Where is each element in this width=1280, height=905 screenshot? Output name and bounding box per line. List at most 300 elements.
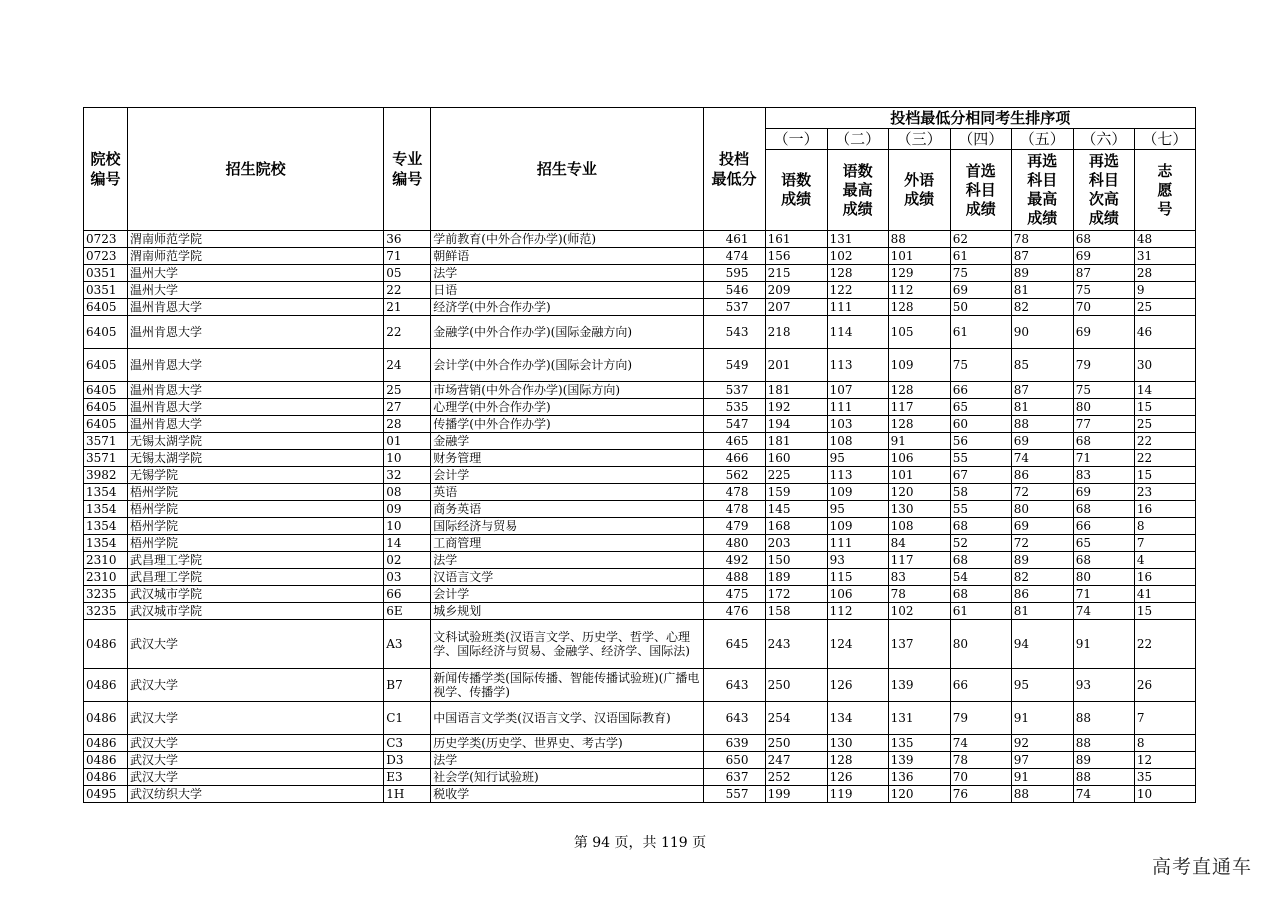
min-score-cell: 547: [703, 416, 765, 433]
min-score-cell: 537: [703, 299, 765, 316]
table-row: [84, 786, 1196, 803]
school-name-cell: 武汉大学: [128, 752, 384, 769]
school-code-cell: 0486: [84, 769, 128, 786]
major-code-cell: 21: [384, 299, 431, 316]
header-school-code: 院校 编号: [84, 108, 128, 231]
major-name-cell: 学前教育(中外合作办学)(师范): [431, 231, 703, 248]
major-name-cell: 城乡规划: [431, 603, 703, 620]
score-yushu-cell: 218: [765, 316, 827, 349]
school-name-cell: 渭南师范学院: [128, 231, 384, 248]
table-row: [84, 433, 1196, 450]
score-second-next-cell: 69: [1073, 316, 1134, 349]
score-first-subject-cell: 68: [950, 586, 1011, 603]
score-foreign-cell: 84: [888, 535, 950, 552]
min-score-cell: 465: [703, 433, 765, 450]
score-foreign-cell: 106: [888, 450, 950, 467]
school-name-cell: 武汉大学: [128, 620, 384, 669]
score-second-next-cell: 68: [1073, 433, 1134, 450]
score-yushu-cell: 252: [765, 769, 827, 786]
volunteer-number-cell: 48: [1134, 231, 1195, 248]
school-name-cell: 渭南师范学院: [128, 248, 384, 265]
major-code-cell: 24: [384, 349, 431, 382]
score-yushu-max-cell: 95: [827, 450, 888, 467]
score-second-max-cell: 97: [1011, 752, 1073, 769]
school-name-cell: 武汉大学: [128, 669, 384, 702]
score-yushu-cell: 243: [765, 620, 827, 669]
min-score-cell: 479: [703, 518, 765, 535]
major-code-cell: 22: [384, 316, 431, 349]
score-second-max-cell: 92: [1011, 735, 1073, 752]
score-first-subject-cell: 65: [950, 399, 1011, 416]
min-score-cell: 492: [703, 552, 765, 569]
table-row: [84, 569, 1196, 586]
score-yushu-cell: 161: [765, 231, 827, 248]
score-second-max-cell: 78: [1011, 231, 1073, 248]
score-second-max-cell: 87: [1011, 382, 1073, 399]
major-code-cell: 22: [384, 282, 431, 299]
min-score-cell: 466: [703, 450, 765, 467]
score-yushu-cell: 172: [765, 586, 827, 603]
major-name-cell: 传播学(中外合作办学): [431, 416, 703, 433]
volunteer-number-cell: 8: [1134, 518, 1195, 535]
table-row: [84, 552, 1196, 569]
major-code-cell: C1: [384, 702, 431, 735]
school-code-cell: 1354: [84, 518, 128, 535]
school-code-cell: 6405: [84, 382, 128, 399]
major-code-cell: 08: [384, 484, 431, 501]
major-code-cell: E3: [384, 769, 431, 786]
score-second-max-cell: 69: [1011, 433, 1073, 450]
major-code-cell: 1H: [384, 786, 431, 803]
score-first-subject-cell: 74: [950, 735, 1011, 752]
school-code-cell: 6405: [84, 399, 128, 416]
score-yushu-max-cell: 126: [827, 669, 888, 702]
score-first-subject-cell: 66: [950, 382, 1011, 399]
score-yushu-cell: 168: [765, 518, 827, 535]
score-second-max-cell: 91: [1011, 702, 1073, 735]
school-name-cell: 梧州学院: [128, 484, 384, 501]
score-yushu-max-cell: 93: [827, 552, 888, 569]
volunteer-number-cell: 28: [1134, 265, 1195, 282]
school-name-cell: 无锡学院: [128, 467, 384, 484]
rank-label: 志 愿 号: [1134, 150, 1195, 231]
score-second-max-cell: 80: [1011, 501, 1073, 518]
volunteer-number-cell: 10: [1134, 786, 1195, 803]
score-yushu-max-cell: 111: [827, 399, 888, 416]
score-second-next-cell: 80: [1073, 399, 1134, 416]
score-yushu-max-cell: 108: [827, 433, 888, 450]
major-code-cell: 36: [384, 231, 431, 248]
school-name-cell: 武昌理工学院: [128, 552, 384, 569]
score-first-subject-cell: 67: [950, 467, 1011, 484]
score-first-subject-cell: 55: [950, 450, 1011, 467]
rank-number: （六）: [1073, 129, 1134, 150]
score-yushu-cell: 145: [765, 501, 827, 518]
score-yushu-max-cell: 119: [827, 786, 888, 803]
min-score-cell: 543: [703, 316, 765, 349]
score-first-subject-cell: 60: [950, 416, 1011, 433]
score-second-next-cell: 93: [1073, 669, 1134, 702]
major-name-cell: 文科试验班类(汉语言文学、历史学、哲学、心理学、国际经济与贸易、金融学、经济学、国际法): [431, 620, 703, 669]
score-foreign-cell: 117: [888, 552, 950, 569]
score-yushu-max-cell: 111: [827, 535, 888, 552]
score-yushu-cell: 156: [765, 248, 827, 265]
school-name-cell: 温州肯恩大学: [128, 399, 384, 416]
score-first-subject-cell: 80: [950, 620, 1011, 669]
score-second-max-cell: 74: [1011, 450, 1073, 467]
major-name-cell: 商务英语: [431, 501, 703, 518]
table-row: [84, 316, 1196, 349]
score-second-next-cell: 71: [1073, 586, 1134, 603]
table-row: [84, 518, 1196, 535]
header-major-code: 专业 编号: [384, 108, 431, 231]
score-second-max-cell: 81: [1011, 603, 1073, 620]
score-second-next-cell: 69: [1073, 248, 1134, 265]
volunteer-number-cell: 7: [1134, 535, 1195, 552]
rank-number: （三）: [888, 129, 950, 150]
major-code-cell: 03: [384, 569, 431, 586]
school-code-cell: 0486: [84, 735, 128, 752]
score-yushu-max-cell: 103: [827, 416, 888, 433]
school-name-cell: 武汉纺织大学: [128, 786, 384, 803]
min-score-cell: 474: [703, 248, 765, 265]
rank-number: （二）: [827, 129, 888, 150]
school-name-cell: 温州肯恩大学: [128, 416, 384, 433]
school-name-cell: 梧州学院: [128, 518, 384, 535]
score-second-next-cell: 88: [1073, 702, 1134, 735]
volunteer-number-cell: 25: [1134, 299, 1195, 316]
table-row: [84, 349, 1196, 382]
major-code-cell: 28: [384, 416, 431, 433]
table-row: [84, 735, 1196, 752]
major-name-cell: 汉语言文学: [431, 569, 703, 586]
rank-label: 再选 科目 最高 成绩: [1011, 150, 1073, 231]
score-second-max-cell: 90: [1011, 316, 1073, 349]
school-name-cell: 温州肯恩大学: [128, 316, 384, 349]
volunteer-number-cell: 22: [1134, 620, 1195, 669]
score-second-next-cell: 66: [1073, 518, 1134, 535]
score-second-max-cell: 95: [1011, 669, 1073, 702]
major-code-cell: C3: [384, 735, 431, 752]
school-code-cell: 3571: [84, 450, 128, 467]
table-row: [84, 702, 1196, 735]
major-name-cell: 会计学: [431, 467, 703, 484]
score-yushu-cell: 247: [765, 752, 827, 769]
score-yushu-max-cell: 95: [827, 501, 888, 518]
major-name-cell: 朝鲜语: [431, 248, 703, 265]
volunteer-number-cell: 15: [1134, 603, 1195, 620]
school-code-cell: 6405: [84, 316, 128, 349]
min-score-cell: 549: [703, 349, 765, 382]
score-second-max-cell: 87: [1011, 248, 1073, 265]
score-second-max-cell: 88: [1011, 416, 1073, 433]
school-code-cell: 3235: [84, 603, 128, 620]
table-row: [84, 282, 1196, 299]
volunteer-number-cell: 9: [1134, 282, 1195, 299]
major-code-cell: 71: [384, 248, 431, 265]
major-name-cell: 经济学(中外合作办学): [431, 299, 703, 316]
rank-label: 语数 成绩: [765, 150, 827, 231]
score-first-subject-cell: 55: [950, 501, 1011, 518]
score-yushu-max-cell: 113: [827, 467, 888, 484]
major-code-cell: 66: [384, 586, 431, 603]
min-score-cell: 637: [703, 769, 765, 786]
volunteer-number-cell: 12: [1134, 752, 1195, 769]
score-second-next-cell: 77: [1073, 416, 1134, 433]
score-yushu-cell: 201: [765, 349, 827, 382]
score-yushu-cell: 199: [765, 786, 827, 803]
school-name-cell: 梧州学院: [128, 535, 384, 552]
major-name-cell: 国际经济与贸易: [431, 518, 703, 535]
score-second-next-cell: 68: [1073, 501, 1134, 518]
major-name-cell: 财务管理: [431, 450, 703, 467]
min-score-cell: 488: [703, 569, 765, 586]
score-yushu-max-cell: 122: [827, 282, 888, 299]
school-name-cell: 武汉大学: [128, 702, 384, 735]
score-second-next-cell: 79: [1073, 349, 1134, 382]
score-yushu-cell: 215: [765, 265, 827, 282]
score-first-subject-cell: 62: [950, 231, 1011, 248]
score-foreign-cell: 78: [888, 586, 950, 603]
volunteer-number-cell: 16: [1134, 501, 1195, 518]
major-code-cell: 32: [384, 467, 431, 484]
score-yushu-cell: 209: [765, 282, 827, 299]
score-yushu-max-cell: 128: [827, 265, 888, 282]
volunteer-number-cell: 25: [1134, 416, 1195, 433]
score-first-subject-cell: 75: [950, 265, 1011, 282]
volunteer-number-cell: 22: [1134, 450, 1195, 467]
score-foreign-cell: 117: [888, 399, 950, 416]
score-first-subject-cell: 76: [950, 786, 1011, 803]
score-foreign-cell: 128: [888, 416, 950, 433]
school-code-cell: 0723: [84, 248, 128, 265]
score-yushu-cell: 150: [765, 552, 827, 569]
school-name-cell: 温州肯恩大学: [128, 299, 384, 316]
school-name-cell: 无锡太湖学院: [128, 433, 384, 450]
major-code-cell: 09: [384, 501, 431, 518]
score-first-subject-cell: 69: [950, 282, 1011, 299]
score-second-next-cell: 88: [1073, 735, 1134, 752]
score-first-subject-cell: 61: [950, 603, 1011, 620]
score-yushu-max-cell: 115: [827, 569, 888, 586]
table-row: [84, 382, 1196, 399]
school-code-cell: 3982: [84, 467, 128, 484]
school-name-cell: 武昌理工学院: [128, 569, 384, 586]
score-yushu-max-cell: 112: [827, 603, 888, 620]
score-foreign-cell: 129: [888, 265, 950, 282]
score-first-subject-cell: 54: [950, 569, 1011, 586]
score-second-next-cell: 80: [1073, 569, 1134, 586]
score-foreign-cell: 88: [888, 231, 950, 248]
table-row: [84, 769, 1196, 786]
score-foreign-cell: 136: [888, 769, 950, 786]
major-name-cell: 会计学(中外合作办学)(国际会计方向): [431, 349, 703, 382]
table-row: [84, 467, 1196, 484]
admission-score-table: [83, 107, 1196, 803]
major-name-cell: 法学: [431, 752, 703, 769]
major-name-cell: 中国语言文学类(汉语言文学、汉语国际教育): [431, 702, 703, 735]
score-yushu-max-cell: 128: [827, 752, 888, 769]
school-code-cell: 1354: [84, 501, 128, 518]
score-yushu-max-cell: 109: [827, 518, 888, 535]
major-code-cell: 05: [384, 265, 431, 282]
score-foreign-cell: 101: [888, 467, 950, 484]
school-code-cell: 3235: [84, 586, 128, 603]
min-score-cell: 478: [703, 484, 765, 501]
score-foreign-cell: 105: [888, 316, 950, 349]
rank-label: 语数 最高 成绩: [827, 150, 888, 231]
major-code-cell: B7: [384, 669, 431, 702]
score-yushu-cell: 189: [765, 569, 827, 586]
rank-number: （一）: [765, 129, 827, 150]
score-yushu-max-cell: 102: [827, 248, 888, 265]
school-code-cell: 2310: [84, 569, 128, 586]
school-code-cell: 0723: [84, 231, 128, 248]
score-yushu-cell: 203: [765, 535, 827, 552]
score-yushu-cell: 181: [765, 433, 827, 450]
volunteer-number-cell: 14: [1134, 382, 1195, 399]
volunteer-number-cell: 4: [1134, 552, 1195, 569]
score-second-next-cell: 68: [1073, 231, 1134, 248]
table-row: [84, 231, 1196, 248]
score-first-subject-cell: 68: [950, 552, 1011, 569]
score-second-next-cell: 74: [1073, 603, 1134, 620]
school-name-cell: 温州大学: [128, 282, 384, 299]
major-name-cell: 工商管理: [431, 535, 703, 552]
volunteer-number-cell: 15: [1134, 399, 1195, 416]
score-first-subject-cell: 58: [950, 484, 1011, 501]
volunteer-number-cell: 22: [1134, 433, 1195, 450]
table-row: [84, 399, 1196, 416]
major-code-cell: 01: [384, 433, 431, 450]
min-score-cell: 537: [703, 382, 765, 399]
score-foreign-cell: 128: [888, 299, 950, 316]
score-yushu-max-cell: 126: [827, 769, 888, 786]
score-yushu-max-cell: 134: [827, 702, 888, 735]
min-score-cell: 650: [703, 752, 765, 769]
volunteer-number-cell: 7: [1134, 702, 1195, 735]
volunteer-number-cell: 15: [1134, 467, 1195, 484]
volunteer-number-cell: 23: [1134, 484, 1195, 501]
volunteer-number-cell: 35: [1134, 769, 1195, 786]
score-foreign-cell: 131: [888, 702, 950, 735]
school-code-cell: 0486: [84, 669, 128, 702]
major-name-cell: 法学: [431, 265, 703, 282]
min-score-cell: 478: [703, 501, 765, 518]
school-code-cell: 1354: [84, 535, 128, 552]
table-row: [84, 669, 1196, 702]
score-foreign-cell: 91: [888, 433, 950, 450]
score-second-max-cell: 69: [1011, 518, 1073, 535]
major-name-cell: 市场营销(中外合作办学)(国际方向): [431, 382, 703, 399]
score-second-max-cell: 72: [1011, 484, 1073, 501]
score-foreign-cell: 109: [888, 349, 950, 382]
score-first-subject-cell: 56: [950, 433, 1011, 450]
major-name-cell: 法学: [431, 552, 703, 569]
score-first-subject-cell: 68: [950, 518, 1011, 535]
major-name-cell: 日语: [431, 282, 703, 299]
min-score-cell: 645: [703, 620, 765, 669]
score-yushu-max-cell: 124: [827, 620, 888, 669]
major-name-cell: 心理学(中外合作办学): [431, 399, 703, 416]
rank-label: 再选 科目 次高 成绩: [1073, 150, 1134, 231]
major-code-cell: D3: [384, 752, 431, 769]
school-name-cell: 武汉大学: [128, 735, 384, 752]
watermark: 高考直通车: [1151, 856, 1252, 878]
header-min-score: 投档 最低分: [703, 108, 765, 231]
score-foreign-cell: 101: [888, 248, 950, 265]
volunteer-number-cell: 46: [1134, 316, 1195, 349]
table-row: [84, 450, 1196, 467]
school-name-cell: 无锡太湖学院: [128, 450, 384, 467]
major-code-cell: A3: [384, 620, 431, 669]
table-row: [84, 501, 1196, 518]
score-yushu-cell: 207: [765, 299, 827, 316]
header-major-name: 招生专业: [431, 108, 703, 231]
score-foreign-cell: 128: [888, 382, 950, 399]
score-second-next-cell: 88: [1073, 769, 1134, 786]
table-header: [84, 108, 1196, 231]
score-second-next-cell: 69: [1073, 484, 1134, 501]
score-first-subject-cell: 78: [950, 752, 1011, 769]
school-name-cell: 武汉城市学院: [128, 603, 384, 620]
school-code-cell: 6405: [84, 299, 128, 316]
min-score-cell: 461: [703, 231, 765, 248]
score-yushu-max-cell: 106: [827, 586, 888, 603]
major-code-cell: 27: [384, 399, 431, 416]
rank-label: 外语 成绩: [888, 150, 950, 231]
score-second-next-cell: 70: [1073, 299, 1134, 316]
school-name-cell: 温州肯恩大学: [128, 349, 384, 382]
school-code-cell: 0486: [84, 752, 128, 769]
score-foreign-cell: 139: [888, 669, 950, 702]
major-code-cell: 10: [384, 450, 431, 467]
school-code-cell: 0495: [84, 786, 128, 803]
score-first-subject-cell: 75: [950, 349, 1011, 382]
table-row: [84, 484, 1196, 501]
rank-number: （四）: [950, 129, 1011, 150]
min-score-cell: 535: [703, 399, 765, 416]
score-foreign-cell: 120: [888, 484, 950, 501]
table-row: [84, 416, 1196, 433]
score-yushu-cell: 194: [765, 416, 827, 433]
min-score-cell: 639: [703, 735, 765, 752]
score-yushu-max-cell: 114: [827, 316, 888, 349]
score-yushu-cell: 254: [765, 702, 827, 735]
school-code-cell: 6405: [84, 349, 128, 382]
score-yushu-cell: 250: [765, 669, 827, 702]
score-second-max-cell: 85: [1011, 349, 1073, 382]
min-score-cell: 643: [703, 702, 765, 735]
score-yushu-max-cell: 109: [827, 484, 888, 501]
score-second-max-cell: 91: [1011, 769, 1073, 786]
volunteer-number-cell: 31: [1134, 248, 1195, 265]
table-row: [84, 752, 1196, 769]
score-second-next-cell: 91: [1073, 620, 1134, 669]
major-name-cell: 社会学(知行试验班): [431, 769, 703, 786]
major-name-cell: 金融学: [431, 433, 703, 450]
score-second-max-cell: 82: [1011, 569, 1073, 586]
major-code-cell: 25: [384, 382, 431, 399]
school-name-cell: 梧州学院: [128, 501, 384, 518]
score-foreign-cell: 139: [888, 752, 950, 769]
score-yushu-max-cell: 107: [827, 382, 888, 399]
school-name-cell: 武汉城市学院: [128, 586, 384, 603]
score-first-subject-cell: 79: [950, 702, 1011, 735]
score-yushu-max-cell: 131: [827, 231, 888, 248]
min-score-cell: 476: [703, 603, 765, 620]
min-score-cell: 546: [703, 282, 765, 299]
